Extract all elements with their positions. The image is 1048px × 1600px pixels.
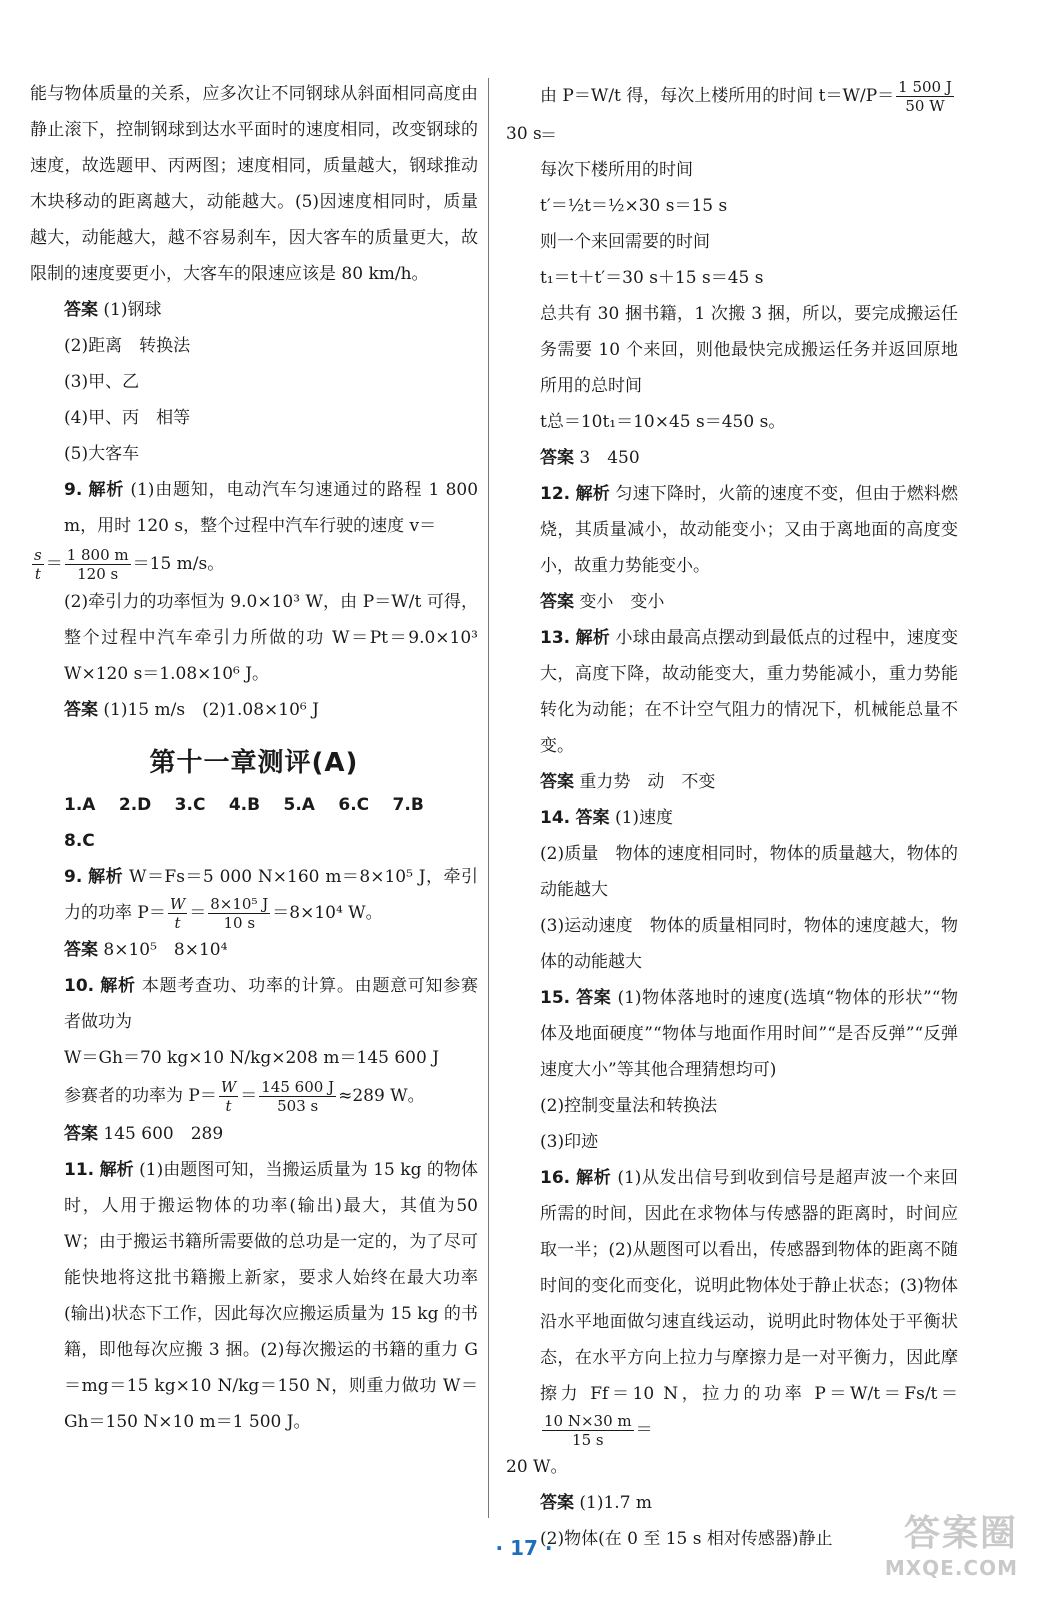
question-number: 9.: [64, 867, 83, 887]
question-text: (1)由题知，电动汽车匀速通过的路程 1 800 m，用时 120 s，整个过程中汽车行驶的速度 v＝: [64, 480, 479, 536]
watermark-url: MXQE.COM: [884, 1556, 1018, 1580]
question-number: 14.: [540, 808, 571, 828]
answer-label: 答案: [540, 448, 574, 468]
question-number: 12.: [540, 484, 571, 504]
analysis-label: 解析: [575, 628, 610, 648]
watermark-text: 答案圈: [903, 1513, 1018, 1554]
question-text: 本题考查功、功率的计算。由题意可知参赛者做功为: [64, 976, 479, 1032]
answer-block: [506, 584, 958, 620]
question-9: [30, 472, 478, 544]
fraction: $\frac{145 600 J}{503 s}$: [261, 1078, 335, 1115]
left-column: [30, 76, 478, 1440]
answer-line: (2)质量 物体的速度相同时，物体的质量越大，物体的动能越大: [540, 844, 958, 900]
choice-answer: 2.D: [118, 795, 152, 815]
question-number: 11.: [64, 1160, 95, 1180]
answer-line: (3)印迹: [540, 1132, 599, 1152]
question-text: (1)从发出信号到收到信号是超声波一个来回所需的时间，因此在求物体与传感器的距离时，时间应取一半；(2)从题图可以看出，传感器到物体的距离不随时间的变化而变化，说明此物体处于静止状态；(3)物体沿水平地面做匀速直线运动，说明此时物体处于平衡状态，在水平方向上拉力与摩擦力是一对平衡力，因此摩擦力 Ff＝10 N，拉力的功率 P＝W/t＝Fs/t＝: [540, 1168, 959, 1404]
equation-line: t′＝½t＝½×30 s＝15 s: [540, 196, 728, 216]
question-15: [506, 980, 958, 1088]
answer-line: (5)大客车: [64, 444, 140, 464]
answer-label: 答案: [540, 772, 574, 792]
answer-block: [30, 1116, 478, 1152]
analysis-label: 解析: [575, 484, 610, 504]
answer-line: (3)运动速度 物体的质量相同时，物体的速度越大，物体的动能越大: [540, 916, 958, 972]
fraction: $\frac{W}{t}$: [169, 895, 186, 932]
paragraph: 能与物体质量的关系，应多次让不同钢球从斜面相同高度由静止滚下，控制钢球到达水平面时的速度相同，改变钢球的速度，故选题甲、丙两图；速度相同，质量越大，钢球推动木块移动的距离越大，动能越大。(5)因速度相同时，质量越大，动能越大，越不容易刹车，因大客车的质量更大，故限制的速度要更小，大客车的限速应该是 80 km/h。: [30, 84, 478, 284]
question-13: [506, 620, 958, 764]
answer-text: (1)速度: [614, 808, 674, 828]
answer-block: [30, 292, 478, 328]
question-number: 10.: [64, 976, 95, 996]
answer-block: [30, 692, 478, 728]
analysis-label: 解析: [100, 976, 136, 996]
fraction: $\frac{s}{t}$: [34, 546, 42, 583]
choice-answer: 1.A: [64, 795, 96, 815]
paragraph: 总共有 30 捆书籍，1 次搬 3 捆，所以，要完成搬运任务需要 10 个来回，则他最快完成搬运任务并返回原地所用的总时间: [540, 304, 958, 396]
answer-label: 答案: [540, 592, 574, 612]
right-column: [506, 76, 958, 1557]
analysis-label: 解析: [99, 1160, 134, 1180]
answer-text: 145 600 289: [103, 1124, 224, 1144]
question-12: [506, 476, 958, 584]
answer-text: 8×10⁵ 8×10⁴: [103, 940, 228, 960]
analysis-label: 解析: [88, 867, 124, 887]
answer-block: [506, 764, 958, 800]
question-9b: 9. 解析 W＝Fs＝5 000 N×160 m＝8×10⁵ J，牵引力的功率 P＝ $\frac{W}{t}$ ＝ $\frac{\text{8×10⁵ J}}{10 s}$ ＝8×10⁴ W。: [64, 867, 478, 932]
fraction: $\frac{1 800 m}{120 s}$: [66, 546, 129, 583]
question-number: 9.: [64, 480, 83, 500]
answer-label: 答案: [576, 988, 612, 1008]
answer-text: (1)1.7 m: [579, 1493, 653, 1513]
answer-line: (2)控制变量法和转换法: [540, 1096, 718, 1116]
equation-line: 30 s: [506, 124, 542, 144]
answer-line: (4)甲、丙 相等: [64, 408, 191, 428]
answer-label: 答案: [540, 1493, 574, 1513]
analysis-label: 解析: [88, 480, 125, 500]
answer-text: 重力势 动 不变: [579, 772, 716, 792]
answer-block: [30, 932, 478, 968]
choice-answer: 8.C: [64, 831, 95, 851]
question-text: 匀速下降时，火箭的速度不变，但由于燃料燃烧，其质量减小，故动能变小；又由于离地面的高度变小，故重力势能变小。: [540, 484, 959, 576]
answer-label: 答案: [64, 940, 98, 960]
question-text: (1)由题图可知，当搬运质量为 15 kg 的物体时，人用于搬运物体的功率(输出)最大，其值为50 W；由于搬运书籍所需要做的总功是一定的，为了尽可能快地将这批书籍搬上新家，要求人始终在最大功率(输出)状态下工作，因此每次应搬运质量为 15 kg 的书籍，即他每次应搬 3 捆。(2)每次搬运的书籍的重力 G＝mg＝15 kg×10 N/kg＝150 N，则重力做功 W＝Gh＝150 N×10 m＝1 500 J。: [64, 1160, 479, 1432]
fraction: $\frac{1 500 J}{50 W}$: [898, 78, 952, 115]
equation-line: t总＝10t₁＝10×45 s＝450 s。: [540, 412, 786, 432]
column-divider: [488, 78, 489, 1518]
equation-line: 20 W。: [506, 1457, 568, 1477]
answer-label: 答案: [64, 300, 98, 320]
answer-line: (3)甲、乙: [64, 372, 140, 392]
answer-text: (1)物体落地时的速度(选填“物体的形状”“物体及地面硬度”“物体与地面作用时间”“是否反弹”“反弹速度大小”等其他合理猜想均可): [540, 988, 959, 1080]
question-14: [506, 800, 958, 836]
text-line: 则一个来回需要的时间: [540, 232, 710, 252]
equation-line: $\frac{s}{t}$ ＝ $\frac{1 800 m}{120 s}$ ＝15 m/s。: [34, 546, 225, 583]
analysis-label: 解析: [576, 1168, 612, 1188]
question-10: [30, 968, 478, 1040]
question-text: W＝Fs＝5 000 N×160 m＝8×10⁵ J，牵引力的功率 P＝: [64, 867, 478, 923]
equation-line: 由 P＝W/t 得，每次上楼所用的时间 t＝W/P＝ $\frac{1 500 J}{50 W}$ ＝: [540, 78, 952, 146]
question-number: 13.: [540, 628, 571, 648]
answer-label: 答案: [64, 1124, 98, 1144]
answer-line: (2)距离 转换法: [64, 336, 191, 356]
question-16: 16. 解析 (1)从发出信号到收到信号是超声波一个来回所需的时间，因此在求物体与传感器的距离时，时间应取一半；(2)从题图可以看出，传感器到物体的距离不随时间的变化而变化，说明此物体处于静止状态；(3)物体沿水平地面做匀速直线运动，说明此时物体处于平衡状态，在水平方向上拉力与摩擦力是一对平衡力，因此摩擦力 Ff＝10 N，拉力的功率 P＝W/t＝Fs/t＝ $\frac{10 N\times 30 m}{15 s}$ ＝: [540, 1168, 959, 1449]
answer-line: (2)物体(在 0 至 15 s 相对传感器)静止: [540, 1529, 833, 1549]
fraction: $\frac{10 N\times 30 m}{15 s}$: [544, 1412, 632, 1449]
watermark-logo: [878, 1505, 1018, 1585]
answer-text: (1)15 m/s (2)1.08×10⁶ J: [103, 700, 319, 720]
question-number: 16.: [540, 1168, 571, 1188]
equation-line: 参赛者的功率为 P＝ $\frac{W}{t}$ ＝ $\frac{145 600 J}{503 s}$ ≈289 W。: [64, 1078, 425, 1115]
choice-answer: 4.B: [228, 795, 261, 815]
choice-answer: 7.B: [392, 795, 424, 815]
answer-text: 3 450: [579, 448, 640, 468]
section-title: 第十一章测评(A): [149, 748, 359, 778]
choice-answer: 5.A: [283, 795, 315, 815]
equation-line: W＝Gh＝70 kg×10 N/kg×208 m＝145 600 J: [64, 1048, 440, 1068]
answer-text: (1)钢球: [103, 300, 162, 320]
choice-answer: 3.C: [174, 795, 206, 815]
answer-text: 变小 变小: [579, 592, 665, 612]
page-number: · 17 ·: [495, 1536, 553, 1560]
answer-block: [506, 440, 958, 476]
paragraph: (2)牵引力的功率恒为 9.0×10³ W，由 P＝W/t 可得，整个过程中汽车牵引力所做的功 W＝Pt＝9.0×10³ W×120 s＝1.08×10⁶ J。: [64, 592, 478, 684]
choice-answer: 6.C: [338, 795, 370, 815]
answer-label: 答案: [64, 700, 98, 720]
question-text: 小球由最高点摆动到最低点的过程中，速度变大，高度下降，故动能变大，重力势能减小，重力势能转化为动能；在不计空气阻力的情况下，机械能总量不变。: [540, 628, 959, 756]
equation-line: t₁＝t＋t′＝30 s＋15 s＝45 s: [540, 268, 764, 288]
question-number: 15.: [540, 988, 571, 1008]
question-11: [30, 1152, 478, 1440]
choice-answers: [30, 787, 478, 859]
fraction: $\frac{W}{t}$: [220, 1078, 237, 1115]
answer-label: 答案: [575, 808, 610, 828]
fraction: $\frac{\text{8×10⁵ J}}{10 s}$: [210, 895, 269, 932]
text-line: 每次下楼所用的时间: [540, 160, 693, 180]
